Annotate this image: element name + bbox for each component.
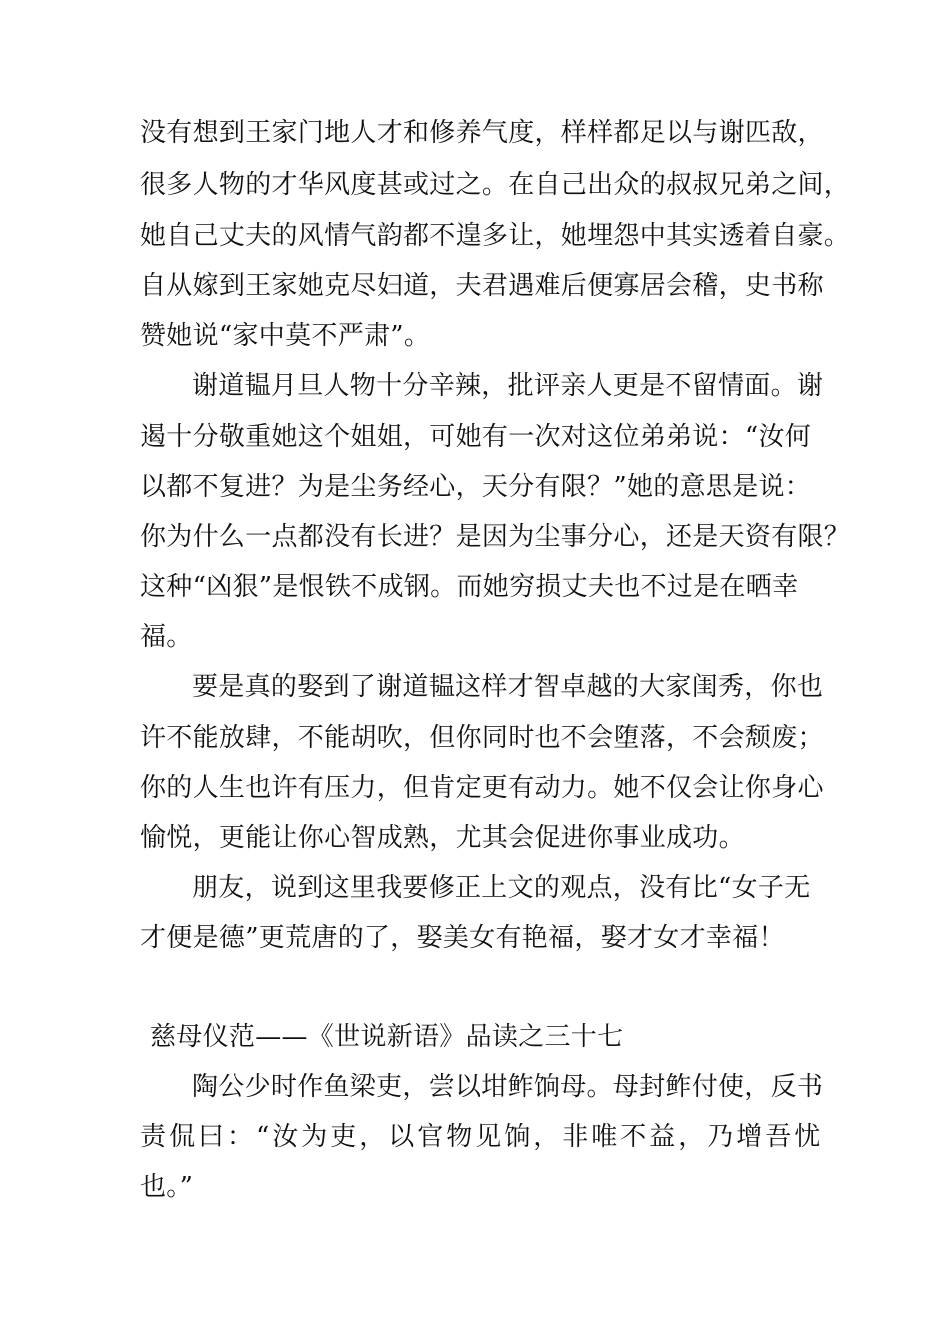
text-line: 你的人生也许有压力，但肯定更有动力。她不仅会让你身心 <box>140 773 824 803</box>
text-line: 愉悦，更能让你心智成熟，尤其会促进你事业成功。 <box>140 823 745 853</box>
text-line: 遏十分敬重她这个姐姐，可她有一次对这位弟弟说：“汝何 <box>140 422 812 452</box>
text-line: 责侃曰：“汝为吏，以官物见饷，非唯不益，乃增吾忧 <box>140 1122 824 1152</box>
text-line: 也。” <box>140 1172 194 1202</box>
text-line: 许不能放肆，不能胡吹，但你同时也不会堕落，不会颓废； <box>140 723 824 753</box>
text-line: 赞她说“家中莫不严肃”。 <box>140 321 431 351</box>
text-line: 以都不复进？为是尘务经心，天分有限？”她的意思是说： <box>140 472 812 502</box>
text-line: 她自己丈夫的风情气韵都不遑多让，她埋怨中其实透着自豪。 <box>140 221 851 251</box>
text-line: 谢道韫月旦人物十分辛辣，批评亲人更是不留情面。谢 <box>192 371 824 401</box>
text-line: 你为什么一点都没有长进？是因为尘事分心，还是天资有限？ <box>140 522 851 552</box>
text-line: 陶公少时作鱼梁吏，尝以坩鲊饷母。母封鲊付使，反书 <box>192 1072 824 1102</box>
text-line: 才便是德”更荒唐的了，娶美女有艳福，娶才女才幸福！ <box>140 923 785 953</box>
text-line: 要是真的娶到了谢道韫这样才智卓越的大家闺秀，你也 <box>192 672 824 702</box>
text-line: 这种“凶狠”是恨铁不成钢。而她穷损丈夫也不过是在晒幸 <box>140 572 799 602</box>
text-line: 福。 <box>140 622 193 652</box>
text-line: 朋友，说到这里我要修正上文的观点，没有比“女子无 <box>192 873 811 903</box>
text-line: 自从嫁到王家她克尽妇道，夫君遇难后便寡居会稽，史书称 <box>140 271 824 301</box>
section-title: 慈母仪范——《世说新语》品读之三十七 <box>150 1022 624 1052</box>
text-line: 没有想到王家门地人才和修养气度，样样都足以与谢匹敌， <box>140 118 824 148</box>
text-line: 很多人物的才华风度甚或过之。在自己出众的叔叔兄弟之间， <box>140 170 851 200</box>
